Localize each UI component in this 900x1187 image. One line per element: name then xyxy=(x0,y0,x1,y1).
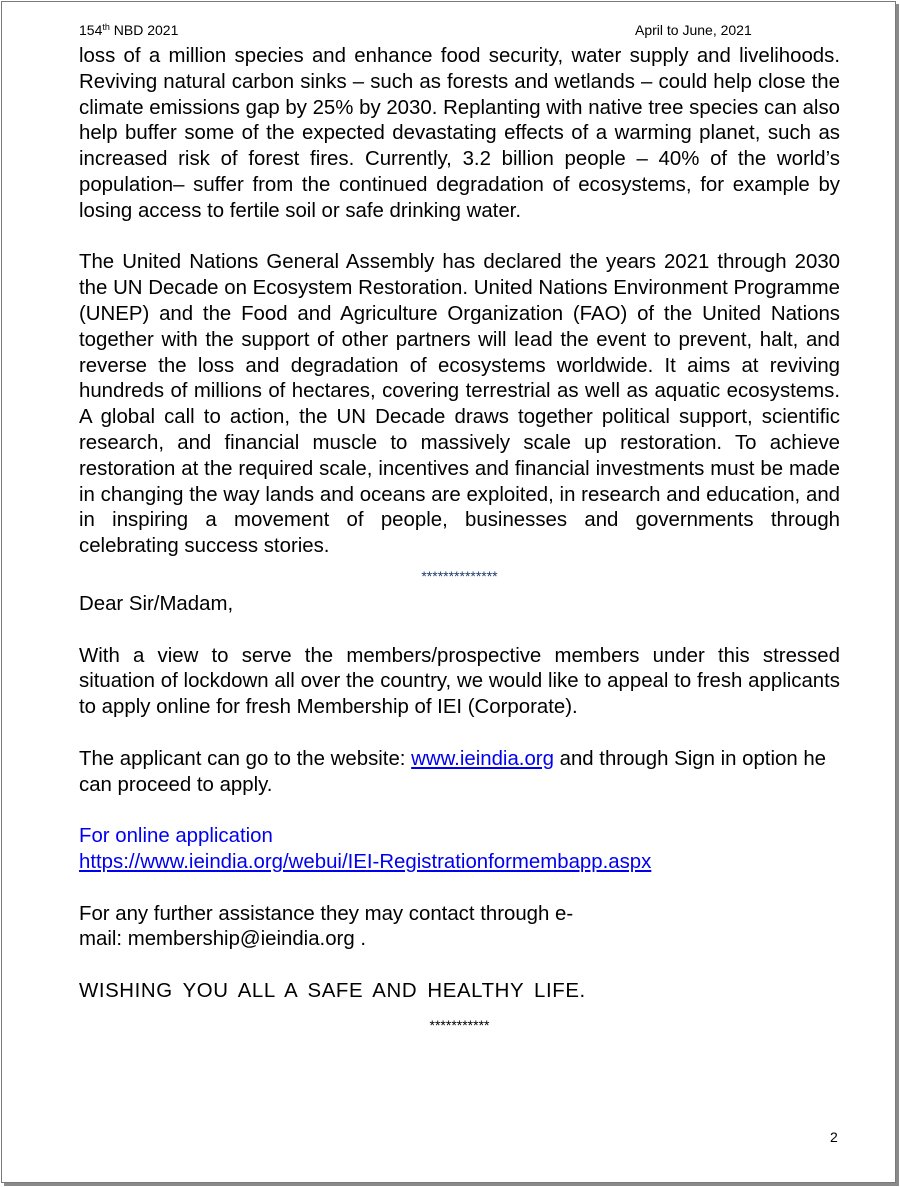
online-application-label: For online application xyxy=(79,825,273,848)
online-application-link[interactable]: https://www.ieindia.org/webui/IEI-Registrationformembapp.aspx xyxy=(79,850,652,873)
issue-number: 154 xyxy=(79,22,103,38)
page-number: 2 xyxy=(830,1129,838,1145)
issue-name: NBD 2021 xyxy=(109,22,179,38)
membership-appeal-paragraph: With a view to serve the members/prospective members under this stressed situation of lockdown all over the country, we would like to appeal to fresh applicants to apply online for fresh Membership of IEI (Corporate). xyxy=(79,644,840,719)
separator-stars-end: *********** xyxy=(429,1016,490,1033)
website-paragraph xyxy=(79,747,840,799)
issue-label xyxy=(79,22,178,38)
page-body xyxy=(79,44,840,1041)
assistance-line-2: mail: membership@ieindia.org . xyxy=(79,928,367,951)
body-paragraph-un-decade: The United Nations General Assembly has declared the years 2021 through 2030 the UN Decade on Ecosystem Restoration. United Nations Environment Programme (UNEP) and the Food and Agriculture Organization (FAO) of the United Nations together with the support of other partners will lead the event to prevent, halt, and reverse the loss and degradation of ecosystems worldwide. It aims at reviving hundreds of millions of hectares, covering terrestrial as well as aquatic ecosystems. A global call to action, the UN Decade draws together political support, scientific research, and financial muscle to massively scale up restoration. To achieve restoration at the required scale, incentives and financial investments must be made in changing the way lands and oceans are exploited, in research and education, and in inspiring a movement of people, businesses and governments through celebrating success stories. xyxy=(79,251,840,558)
website-suffix-text: and through Sign in option he can proceed to apply. xyxy=(79,747,827,796)
page-header xyxy=(79,22,818,40)
issue-ordinal: th xyxy=(102,22,110,32)
body-paragraph-ecosystems: loss of a million species and enhance food security, water supply and livelihoods. Reviving natural carbon sinks – such as forests and wetlands – could help close the climate emissions gap by 25% by 2030. Replanting with native tree species can also help buffer some of the expected devastating effects of a warming planet, such as increased risk of forest fires. Currently, 3.2 billion people – 40% of the world’s population– suffer from the continued degradation of ecosystems, for example by losing access to fertile soil or safe drinking water. xyxy=(79,45,840,222)
separator-stars: ************** xyxy=(421,567,498,584)
assistance-line-1: For any further assistance they may contact through e- xyxy=(79,902,574,925)
website-link[interactable]: www.ieindia.org xyxy=(411,747,554,770)
date-range: April to June, 2021 xyxy=(635,22,752,38)
page xyxy=(1,1,896,1183)
closing-wish: WISHING YOU ALL A SAFE AND HEALTHY LIFE. xyxy=(79,979,586,1002)
salutation: Dear Sir/Madam, xyxy=(79,592,234,615)
website-prefix-text: The applicant can go to the website: xyxy=(79,747,412,770)
